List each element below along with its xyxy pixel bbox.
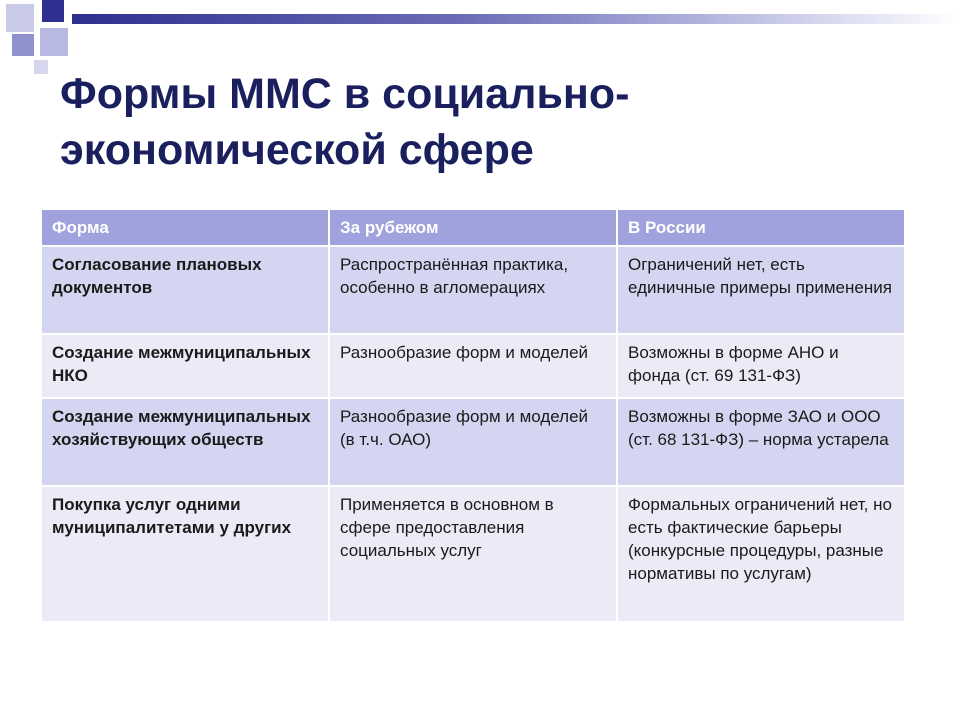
decorative-square — [42, 0, 64, 22]
cell-form: Покупка услуг одними муниципалитетами у других — [42, 487, 328, 621]
slide-title — [60, 66, 920, 178]
cell-russia: Возможны в форме АНО и фонда (ст. 69 131-ФЗ) — [618, 335, 904, 397]
decorative-square — [12, 34, 34, 56]
table-row — [42, 487, 904, 621]
cell-abroad: Применяется в основном в сфере предоставления социальных услуг — [330, 487, 616, 621]
decorative-square — [40, 28, 68, 56]
cell-abroad: Распространённая практика, особенно в агломерациях — [330, 247, 616, 333]
table-row — [42, 335, 904, 397]
header-cell-abroad: За рубежом — [330, 210, 616, 245]
slide-title-line-1: Формы ММС в социально- — [60, 70, 630, 118]
table-row — [42, 247, 904, 333]
cell-form: Согласование плановых документов — [42, 247, 328, 333]
cell-russia: Формальных ограничений нет, но есть фактические барьеры (конкурсные процедуры, разные нормативы по услугам) — [618, 487, 904, 621]
cell-abroad: Разнообразие форм и моделей — [330, 335, 616, 397]
cell-form: Создание межмуниципальных хозяйствующих обществ — [42, 399, 328, 485]
cell-form: Создание межмуниципальных НКО — [42, 335, 328, 397]
cell-russia: Ограничений нет, есть единичные примеры применения — [618, 247, 904, 333]
decorative-square — [6, 4, 34, 32]
forms-table — [40, 208, 906, 623]
table-header-row — [42, 210, 904, 245]
cell-russia: Возможны в форме ЗАО и ООО (ст. 68 131-ФЗ) – норма устарела — [618, 399, 904, 485]
header-cell-form: Форма — [42, 210, 328, 245]
table-row — [42, 399, 904, 485]
header-gradient-bar — [72, 14, 960, 24]
cell-abroad: Разнообразие форм и моделей (в т.ч. ОАО) — [330, 399, 616, 485]
decorative-square — [34, 60, 48, 74]
header-cell-russia: В России — [618, 210, 904, 245]
slide-title-line-2: экономической сфере — [60, 126, 534, 174]
table-header — [42, 210, 904, 245]
table-body — [42, 247, 904, 621]
